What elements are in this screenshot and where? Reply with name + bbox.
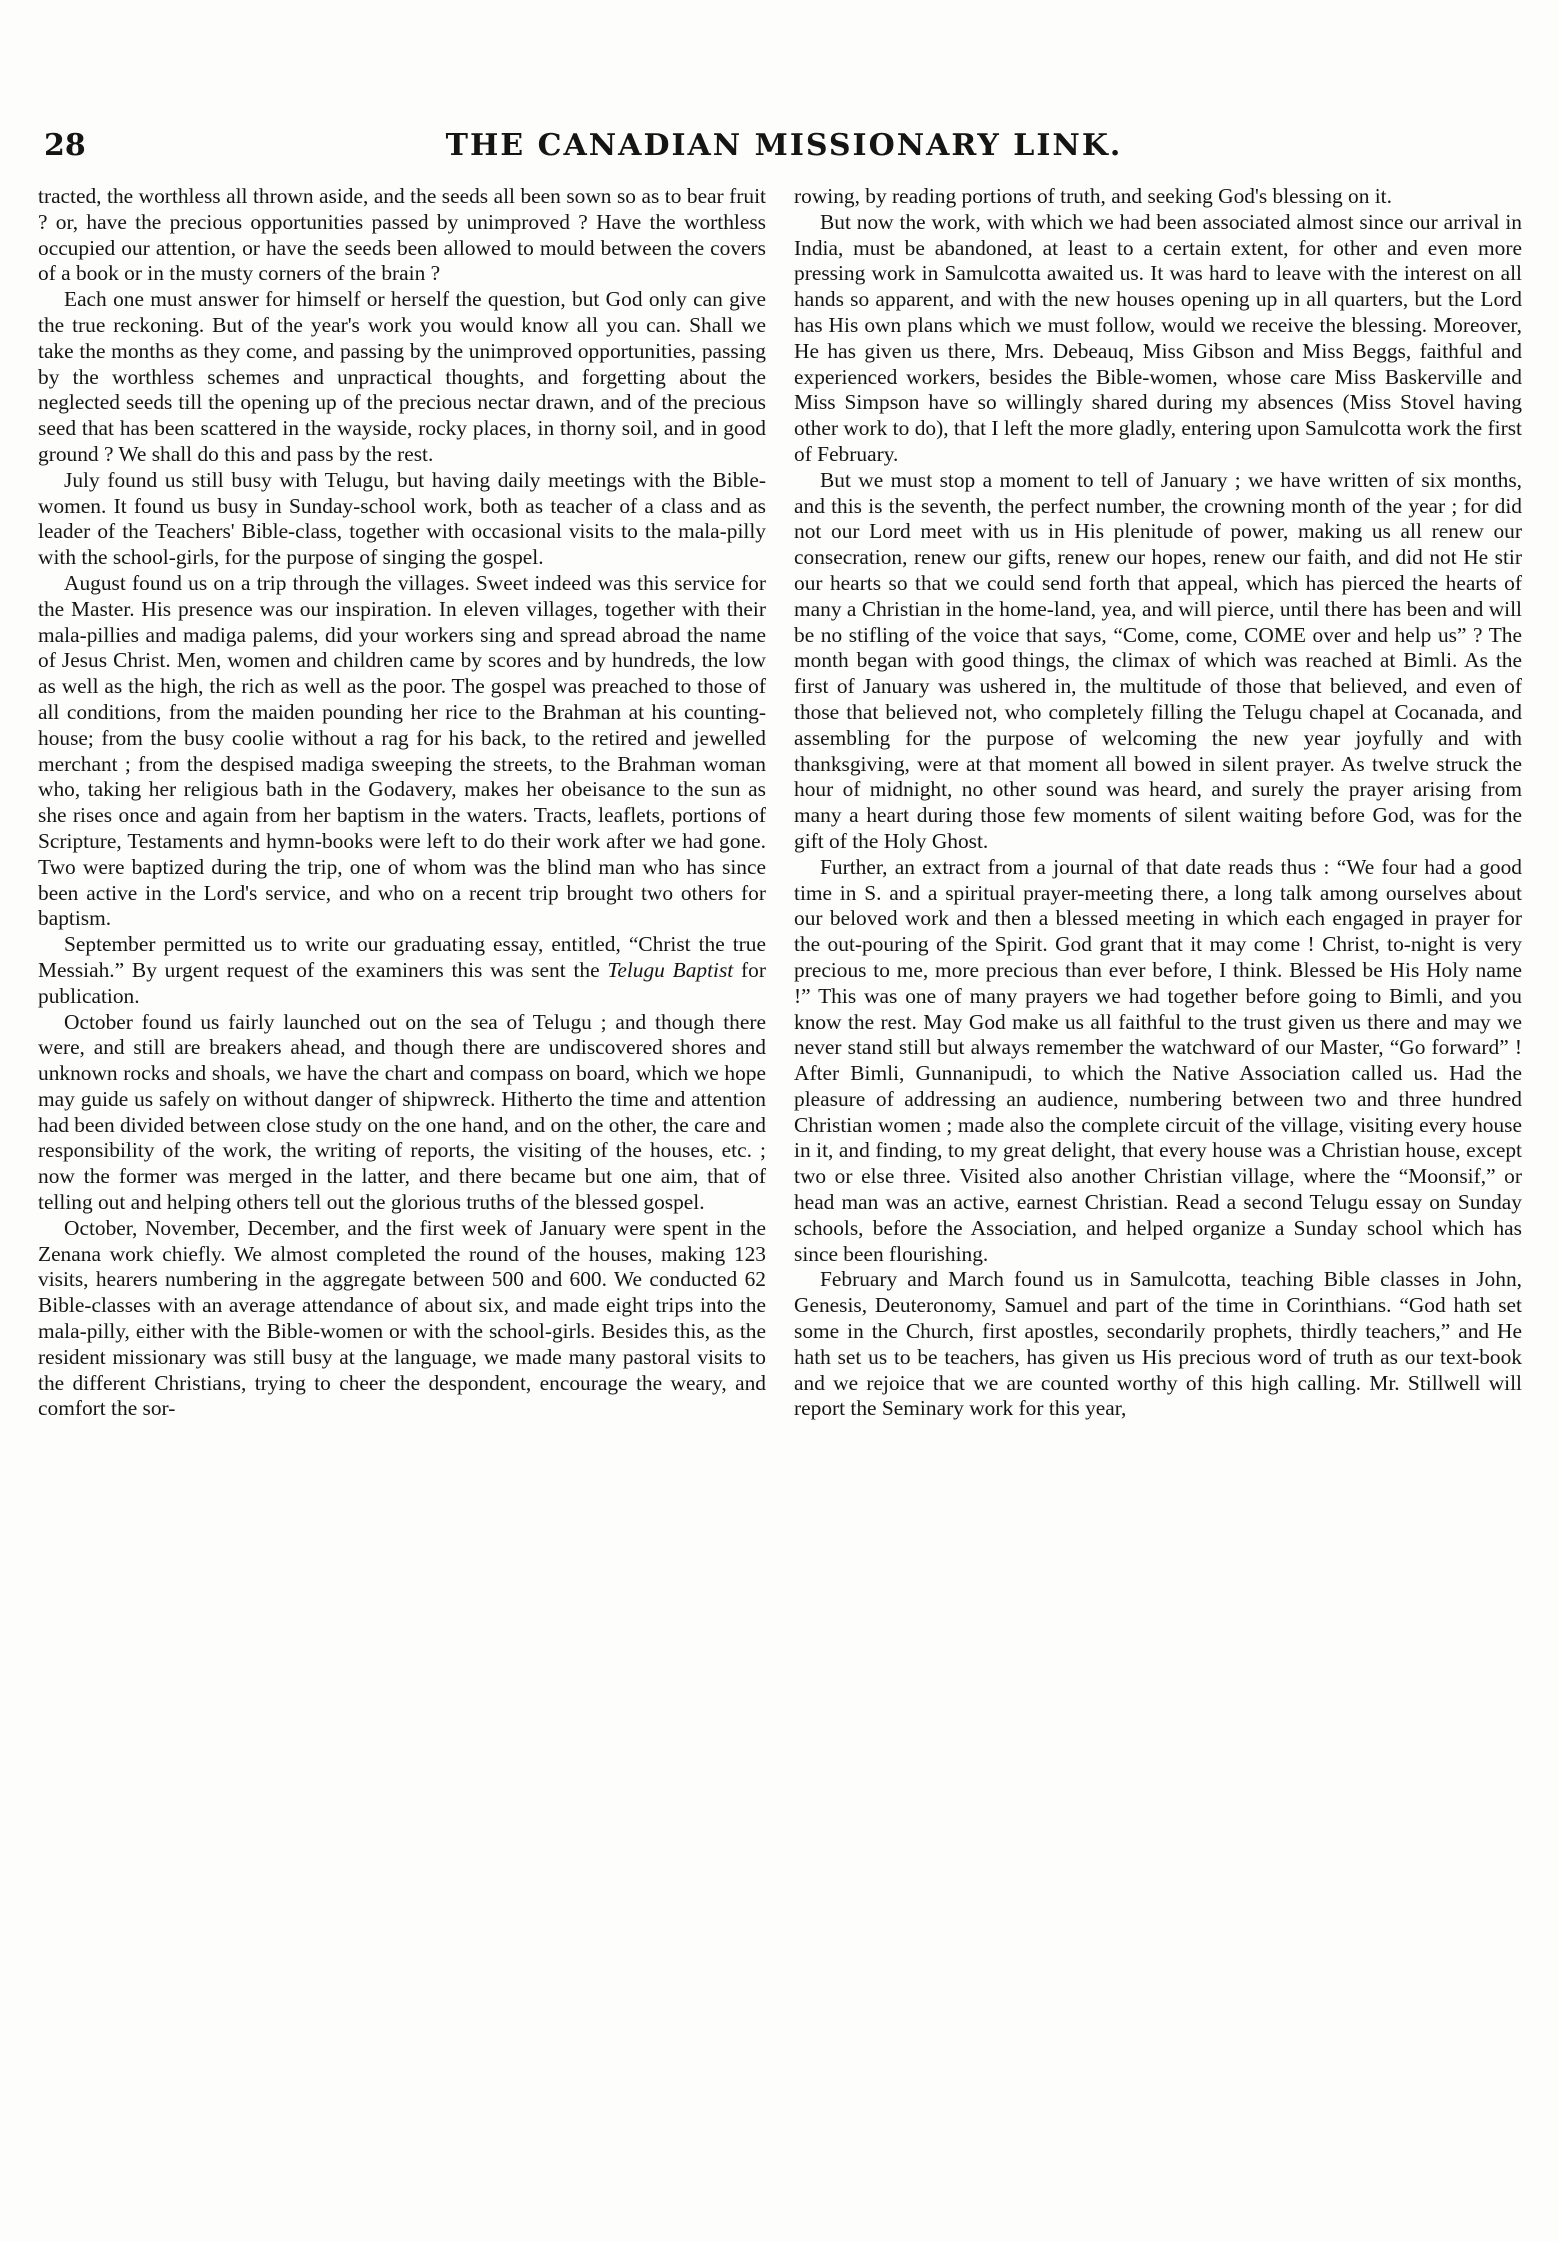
paragraph: February and March found us in Samulcotta, teaching Bible classes in John, Genesis, Deuteronomy, Samuel and part of the time in Corinthians. “God hath set some in the Church, first apostles, secondarily prophets, thirdly teachers,” and He hath set us to be teachers, has given us His precious word of truth as our text-book and we rejoice that we are counted worthy of this high calling. Mr. Stillwell will report the Seminary work for this year,: [794, 1267, 1522, 1421]
paragraph-text: for publication.: [38, 957, 766, 1008]
publication-title: Telugu Baptist: [607, 957, 734, 982]
paragraph: tracted, the worthless all thrown aside, and the seeds all been sown so as to bear fruit ? or, have the precious opportunities passed by unimproved ? Have the worthless occupied our attention, or have the seeds been allowed to mould between the covers of a book or in the musty corners of the brain ?: [38, 184, 766, 286]
running-header: [44, 128, 1524, 178]
paragraph: October found us fairly launched out on the sea of Telugu ; and though there were, and still are breakers ahead, and though there are undiscovered shores and unknown rocks and shoals, we have the chart and compass on board, which we hope may guide us safely on without danger of shipwreck. Hitherto the time and attention had been divided between close study on the one hand, and on the other, the care and responsibility of the work, the writing of reports, the visiting of the houses, etc. ; now the former was merged in the latter, and there became but one aim, that of telling out and helping others tell out the glorious truths of the blessed gospel.: [38, 1009, 766, 1215]
paragraph: July found us still busy with Telugu, but having daily meetings with the Bible-women. It found us busy in Sunday-school work, both as teacher of a class and as leader of the Teachers' Bible-class, together with occasional visits to the mala-pilly with the school-girls, for the purpose of singing the gospel.: [38, 467, 766, 570]
paragraph: October, November, December, and the first week of January were spent in the Zenana work chiefly. We almost completed the round of the houses, making 123 visits, hearers numbering in the aggregate between 500 and 600. We conducted 62 Bible-classes with an average attendance of about six, and made eight trips into the mala-pilly, either with the Bible-women or with the school-girls. Besides this, as the resident missionary was still busy at the language, we made many pastoral visits to the different Christians, trying to cheer the despondent, encourage the weary, and comfort the sor-: [38, 1215, 766, 1421]
paragraph: rowing, by reading portions of truth, and seeking God's blessing on it.: [794, 184, 1392, 208]
paragraph-text: September permitted us to write our graduating essay, entitled, “Christ the true Messiah.” By urgent request of the examiners this was sent the: [38, 932, 766, 982]
paragraph: Each one must answer for himself or herself the question, but God only can give the true reckoning. But of the year's work you would know all you can. Shall we take the months as they come, and passing by the unimproved opportunities, passing by the worthless schemes and unpractical thoughts, and forgetting about the neglected seeds till the opening up of the precious nectar drawn, and of the precious seed that has been scattered in the wayside, rocky places, in thorny soil, and in good ground ? We shall do this and pass by the rest.: [38, 287, 766, 466]
paragraph: Further, an extract from a journal of that date reads thus : “We four had a good time in S. and a spiritual prayer-meeting there, a long talk among ourselves about our beloved work and then a blessed meeting in which each engaged in prayer for the out-pouring of the Spirit. God grant that it may come ! Christ, to-night is very precious to me, more precious than ever before, I think. Blessed be His Holy name !” This was one of many prayers we had together before going to Bimli, and you know the rest. May God make us all faithful to the trust given us there and may we never stand still but always remember the watchward of our Master, “Go forward” ! After Bimli, Gunnanipudi, to which the Native Association called us. Had the pleasure of addressing an audience, numbering between two and three hundred Christian women ; made also the complete circuit of the village, visiting every house in it, and finding, to my great delight, that every house was a Christian house, except two or else three. Visited also another Christian village, where the “Moonsif,” or head man was an active, earnest Christian. Read a second Telugu essay on Sunday schools, before the Association, and helped organize a Sunday school which has since been flourishing.: [794, 854, 1522, 1266]
paragraph: [38, 932, 766, 1009]
page-number: 28: [44, 128, 86, 163]
paragraph: August found us on a trip through the villages. Sweet indeed was this service for the Master. His presence was our inspiration. In eleven villages, together with their mala-pillies and madiga palems, did your workers sing and spread abroad the name of Jesus Christ. Men, women and children came by scores and by hundreds, the low as well as the high, the rich as well as the poor. The gospel was preached to those of all conditions, from the maiden pounding her rice to the Brahman at his counting-house; from the busy coolie without a rag for his back, to the retired and jewelled merchant ; from the despised madiga sweeping the streets, to the Brahman woman who, taking her religious bath in the Godavery, makes her obeisance to the sun as she rises once and again from her baptism in the waters. Tracts, leaflets, portions of Scripture, Testaments and hymn-books were left to do their work after we had gone. Two were baptized during the trip, one of whom was the blind man who has since been active in the Lord's service, and who on a recent trip brought two others for baptism.: [38, 570, 766, 931]
left-column: [38, 184, 766, 2224]
paragraph: But now the work, with which we had been associated almost since our arrival in India, must be abandoned, at least to a certain extent, for other and even more pressing work in Samulcotta awaited us. It was hard to leave with the interest on all hands so apparent, and with the new houses opening up in all quarters, but the Lord has His own plans which we must follow, would we receive the blessing. Moreover, He has given us there, Mrs. Debeauq, Miss Gibson and Miss Beggs, faithful and experienced workers, besides the Bible-women, whose care Miss Baskerville and Miss Simpson have so willingly shared during my absences (Miss Stovel having other work to do), that I left the more gladly, entering upon Samulcotta work the first of February.: [794, 209, 1522, 466]
page-title: THE CANADIAN MISSIONARY LINK.: [445, 128, 1123, 163]
paragraph: But we must stop a moment to tell of January ; we have written of six months, and this is the seventh, the perfect number, the crowning month of the year ; for did not our Lord meet with us in His plenitude of power, making us all renew our consecration, renew our gifts, renew our hopes, renew our faith, and did not He stir our hearts so that we could send forth that appeal, which has pierced the hearts of many a Christian in the home-land, yea, and will pierce, until there has been and will be no stifling of the voice that says, “Come, come, COME over and help us” ? The month began with good things, the climax of which was reached at Bimli. As the first of January was ushered in, the multitude of those that believed, and even of those that believed not, who completely filling the Telugu chapel at Cocanada, and assembling for the purpose of welcoming the new year joyfully and with thanksgiving, were at that moment all bowed in silent prayer. As twelve struck the hour of midnight, no other sound was heard, and surely the prayer arising from many a heart during those few moments of silent waiting before God, was for the gift of the Holy Ghost.: [794, 467, 1522, 853]
right-column: [794, 184, 1522, 2224]
